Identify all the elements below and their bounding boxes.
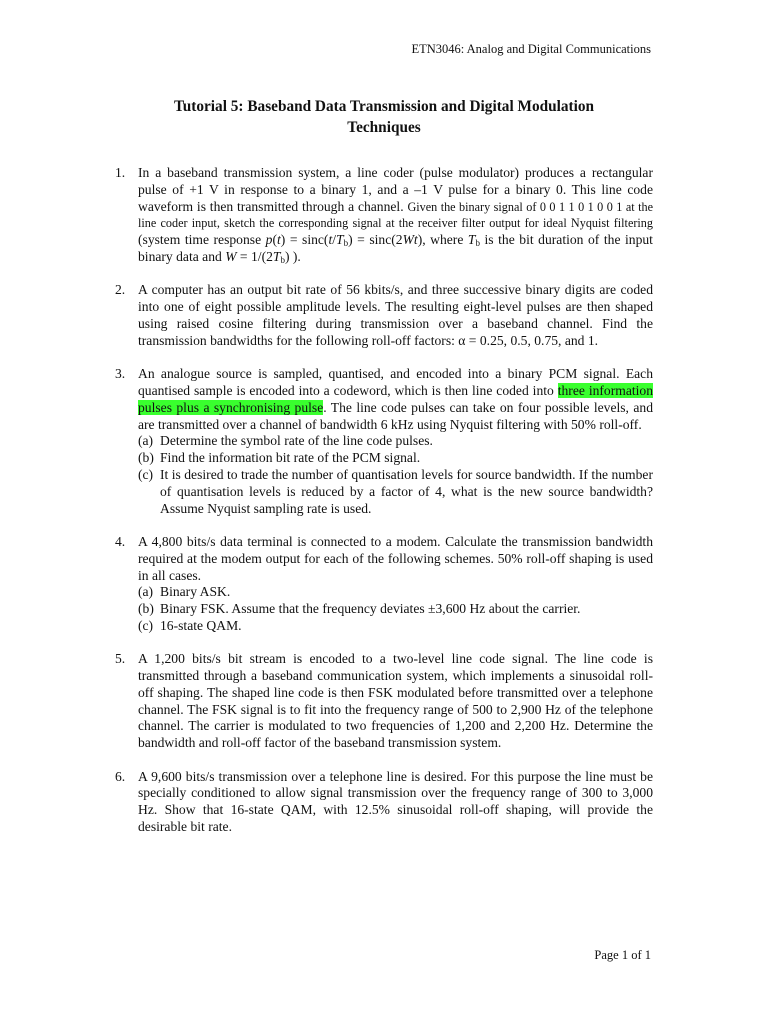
sub-question-c: (c) 16-state QAM. — [138, 617, 242, 633]
question-3 — [115, 366, 653, 517]
question-4 — [115, 534, 653, 635]
question-number: 6. — [115, 768, 126, 784]
question-2 — [115, 282, 653, 349]
sub-question-b: (b) Find the information bit rate of the PCM signal. — [138, 450, 421, 466]
question-text: In a baseband transmission system, a line coder (pulse modulator) produces a rectangular pulse of +1 V in response to a binary 1, and a –1 V pulse for a binary 0. This line code waveform is then transmitted through a channel. Given the binary signal of 0 0 1 1 0 1 0 0 1 at the line coder input, sketch the corresponding signal at the receiver filter output for ideal Nyquist filtering (system time response $p(t) = \sin c(t/T_b) = \sin c(2Wt)$, where $T_b$ is the bit duration of the input binary data and $W = 1/(2T_b)$ ). — [138, 165, 654, 265]
question-1-small-text: Given the binary signal of 0 0 1 1 0 1 0 0 1 at the line coder input, sketch the corresponding signal at the receiver filter output for ideal Nyquist filtering — [138, 199, 654, 231]
question-list — [115, 165, 653, 852]
sub-question-b: (b) Binary FSK. Assume that the frequency deviates ±3,600 Hz about the carrier. — [138, 601, 581, 617]
question-text: A 4,800 bits/s data terminal is connected to a modem. Calculate the transmission bandwidth required at the modem output for each of the following schemes. 50% roll-off shaping is used in all cases. (a) Binary ASK. (b) Binary FSK. Assume that the frequency deviates ±3,600 Hz about the carrier. (c) 16-state QAM. — [138, 533, 653, 633]
sub-question-a: (a) Determine the symbol rate of the line code pulses. — [138, 433, 433, 449]
question-text: An analogue source is sampled, quantised, and encoded into a binary PCM signal. Each quantised sample is encoded into a codeword, which is then line coded into three information pulses plus a synchronising pulse. The line code pulses can take on four possible levels, and are transmitted over a channel of bandwidth 6 kHz using Nyquist filtering with 50% roll-off. (a) Determine the symbol rate of the line code pulses. (b) Find the information bit rate of the PCM signal. (c) It is desired to trade the number of quantisation levels for source bandwidth. If the number of quantisation levels is reduced by a factor of 4, what is the new source bandwidth? Assume Nyquist sampling rate is used. — [138, 366, 653, 516]
title-line-2: Techniques — [347, 119, 421, 136]
tutorial-title — [100, 96, 668, 138]
question-number: 4. — [115, 533, 126, 549]
sub-question-a: (a) Binary ASK. — [138, 584, 231, 600]
question-text: A computer has an output bit rate of 56 kbits/s, and three successive binary digits are coded into one of eight possible amplitude levels. The resulting eight-level pulses are then shaped using raised cosine filtering during transmission over a baseband channel. Find the transmission bandwidths for the following roll-off factors: α = 0.25, 0.5, 0.75, and 1. — [138, 282, 653, 348]
question-number: 1. — [115, 165, 126, 180]
highlighted-text: three information pulses plus a synchronising pulse — [138, 382, 653, 415]
question-number: 3. — [115, 366, 126, 382]
question-5 — [115, 651, 653, 752]
page-header: ETN3046: Analog and Digital Communications — [411, 42, 651, 56]
title-line-1: Tutorial 5: Baseband Data Transmission and Digital Modulation — [173, 98, 595, 115]
question-1 — [115, 165, 653, 266]
question-number: 2. — [115, 282, 126, 298]
page-footer: Page 1 of 1 — [594, 948, 651, 962]
sub-question-c: (c) It is desired to trade the number of quantisation levels for source bandwidth. If the number of quantisation levels is reduced by a factor of 4, what is the new source bandwidth? Assume Nyquist sampling rate is used. — [138, 466, 653, 516]
question-number: 5. — [115, 651, 126, 667]
question-text: A 9,600 bits/s transmission over a telephone line is desired. For this purpose the line must be specially conditioned to allow signal transmission over the frequency range of 300 to 3,000 Hz. Show that 16-state QAM, with 12.5% sinusoidal roll-off shaping, will provide the desirable bit rate. — [138, 768, 653, 835]
question-6 — [115, 769, 653, 836]
question-text: A 1,200 bits/s bit stream is encoded to a two-level line code signal. The line code is transmitted through a baseband communication system, which implements a sinusoidal roll-off shaping. The shaped line code is then FSK modulated before transmitted over a telephone channel. The FSK signal is to fit into the frequency range of 500 to 2,900 Hz of the telephone channel. The carrier is modulated to two frequencies of 1,200 and 2,200 Hz. Determine the bandwidth and roll-off factor of the baseband transmission system. — [138, 651, 653, 751]
